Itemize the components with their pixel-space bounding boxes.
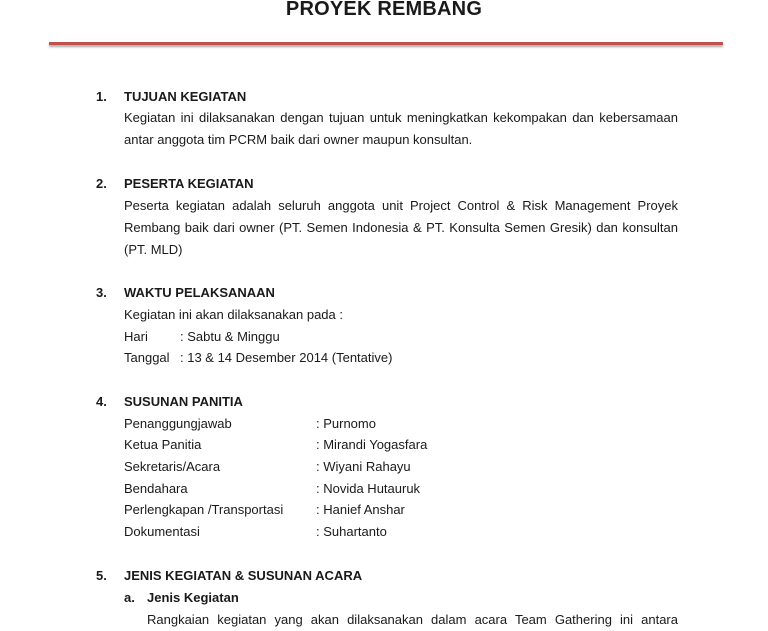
subsection-a-heading: Jenis Kegiatan — [147, 590, 239, 605]
committee-role: Ketua Panitia — [124, 437, 202, 452]
section-2-number: 2. — [96, 176, 107, 191]
committee-role: Bendahara — [124, 481, 188, 496]
committee-member: : Mirandi Yogasfara — [316, 437, 428, 452]
section-4-heading: SUSUNAN PANITIA — [124, 394, 243, 409]
section-5-number: 5. — [96, 568, 107, 583]
committee-member: : Suhartanto — [316, 524, 387, 539]
schedule-day-value: : Sabtu & Minggu — [180, 329, 280, 344]
document-title: PROYEK REMBANG — [285, 0, 483, 20]
subsection-a-text: Rangkaian kegiatan yang akan dilaksanakan dalam acara Team Gathering ini antara — [147, 612, 678, 627]
committee-role: Penanggungjawab — [124, 416, 232, 431]
section-1-text: Kegiatan ini dilaksanakan dengan tujuan untuk meningkatkan kekompakan dan kebersamaan antar anggota tim PCRM baik dari owner maupun konsultan. — [124, 110, 678, 147]
subsection-a-number: a. — [124, 590, 135, 605]
title-divider — [49, 42, 723, 45]
committee-member: : Novida Hutauruk — [316, 481, 421, 496]
section-4-number: 4. — [96, 394, 107, 409]
schedule-date-value: : 13 & 14 Desember 2014 (Tentative) — [180, 350, 393, 365]
section-5-heading: JENIS KEGIATAN & SUSUNAN ACARA — [124, 568, 363, 583]
schedule-day-label: Hari — [124, 329, 148, 344]
section-1-number: 1. — [96, 89, 107, 104]
section-2-text: Peserta kegiatan adalah seluruh anggota unit Project Control & Risk Management Proyek Rembang baik dari owner (PT. Semen Indonesia & PT. Konsulta Semen Gresik) dan konsultan (PT. MLD) — [124, 198, 678, 257]
section-2-heading: PESERTA KEGIATAN — [124, 176, 254, 191]
committee-member: : Wiyani Rahayu — [316, 459, 411, 474]
committee-role: Dokumentasi — [124, 524, 200, 539]
committee-member: : Hanief Anshar — [316, 502, 405, 517]
committee-role: Sekretaris/Acara — [124, 459, 221, 474]
schedule-date-label: Tanggal — [124, 350, 170, 365]
schedule-intro: Kegiatan ini akan dilaksanakan pada : — [124, 307, 343, 322]
section-3-number: 3. — [96, 285, 107, 300]
section-1-heading: TUJUAN KEGIATAN — [124, 89, 247, 104]
section-3-heading: WAKTU PELAKSANAAN — [124, 285, 275, 300]
committee-member: : Purnomo — [316, 416, 376, 431]
committee-role: Perlengkapan /Transportasi — [124, 502, 284, 517]
